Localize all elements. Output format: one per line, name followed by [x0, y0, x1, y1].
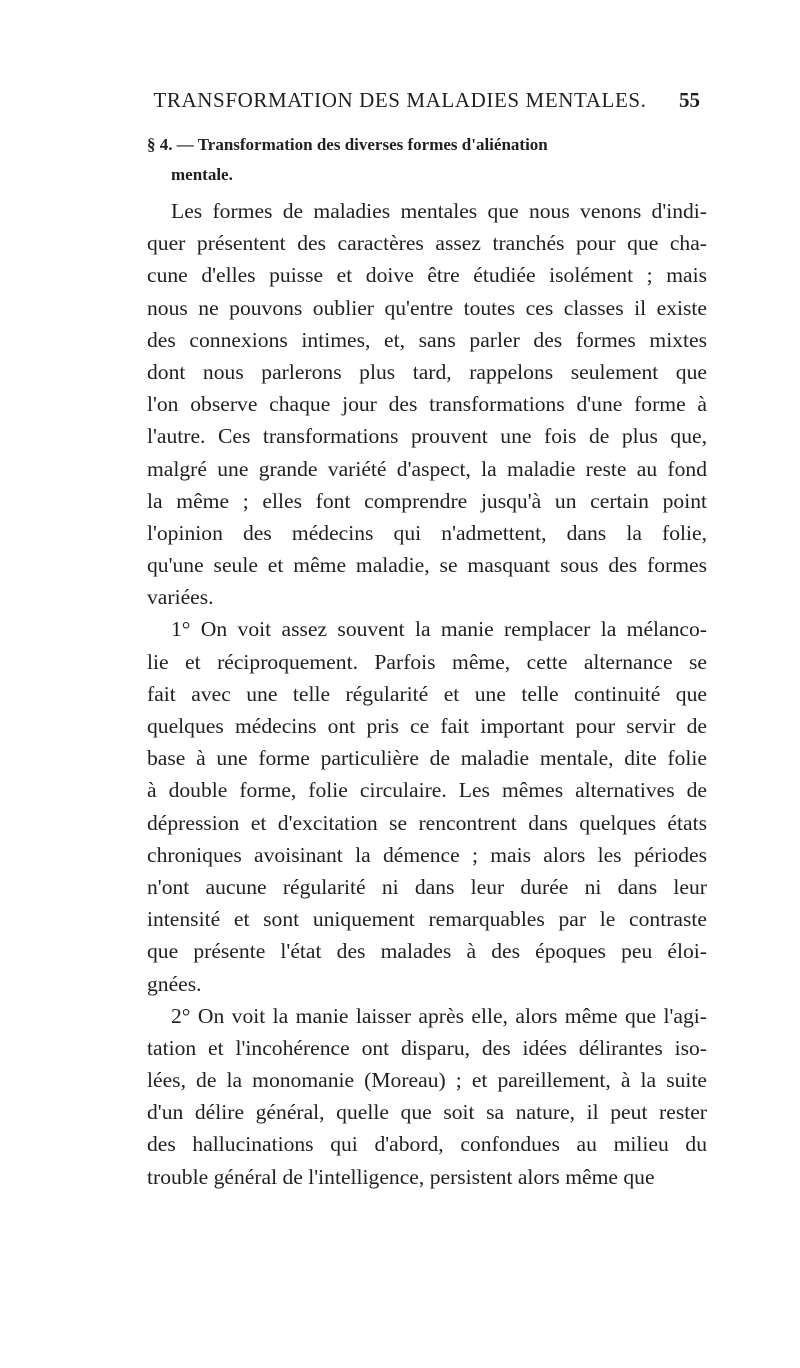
paragraph-line: chroniques avoisinant la démence ; mais alors les périodes — [147, 842, 707, 867]
section-heading-line: mentale. — [171, 165, 233, 184]
paragraph-line: n'ont aucune régularité ni dans leur durée ni dans leur — [147, 874, 707, 899]
paragraph-first-line: 2° On voit la manie laisser après elle, alors même que l'agi- — [171, 1003, 707, 1028]
paragraph-line: lées, de la monomanie (Moreau) ; et pareillement, à la suite — [147, 1068, 707, 1093]
paragraph-line: malgré une grande variété d'aspect, la maladie reste au fond — [147, 456, 707, 481]
paragraph-line: l'autre. Ces transformations prouvent une fois de plus que, — [147, 424, 707, 449]
running-head — [140, 88, 700, 118]
section-heading-line: § 4. — Transformation des diverses formes d'aliénation — [147, 135, 548, 154]
paragraph-line: quelques médecins ont pris ce fait important pour servir de — [147, 714, 707, 738]
paragraph-line: quer présentent des caractères assez tranchés pour que cha- — [147, 231, 707, 256]
paragraph-line: des hallucinations qui d'abord, confondues au milieu du — [147, 1132, 707, 1157]
paragraph-line: cune d'elles puisse et doive être étudiée isolément ; mais — [147, 263, 707, 288]
paragraph-line: variées. — [147, 585, 214, 610]
paragraph-line: dépression et d'excitation se rencontrent dans quelques états — [147, 810, 707, 835]
paragraph-line: à double forme, folie circulaire. Les mêmes alternatives de — [147, 778, 707, 803]
paragraph-line: l'on observe chaque jour des transformations d'une forme à — [147, 392, 707, 417]
paragraph-line: intensité et sont uniquement remarquables par le contraste — [147, 907, 707, 932]
paragraph-line: fait avec une telle régularité et une telle continuité que — [147, 681, 707, 706]
paragraph-line: d'un délire général, quelle que soit sa nature, il peut rester — [147, 1100, 707, 1125]
section-heading — [147, 130, 707, 190]
paragraph-line: la même ; elles font comprendre jusqu'à un certain point — [147, 488, 707, 513]
paragraph-line: que présente l'état des malades à des époques peu éloi- — [147, 939, 707, 964]
paragraph-line: trouble général de l'intelligence, persistent alors même que — [147, 1164, 655, 1189]
paragraph-line: nous ne pouvons oublier qu'entre toutes ces classes il existe — [147, 295, 707, 320]
paragraph-line: des connexions intimes, et, sans parler des formes mixtes — [147, 327, 707, 352]
paragraph-line: qu'une seule et même maladie, se masquant sous des formes — [147, 553, 707, 578]
paragraph-line: gnées. — [147, 971, 202, 996]
paragraph-line: base à une forme particulière de maladie mentale, dite folie — [147, 746, 707, 771]
body-text — [147, 195, 707, 1193]
paragraph-line: l'opinion des médecins qui n'admettent, dans la folie, — [147, 520, 707, 545]
paragraph-line: tation et l'incohérence ont disparu, des idées délirantes iso- — [147, 1035, 707, 1060]
running-title: TRANSFORMATION DES MALADIES MENTALES. — [153, 88, 647, 112]
paragraph-line: lie et réciproquement. Parfois même, cette alternance se — [147, 649, 707, 674]
page-number: 55 — [679, 88, 700, 112]
paragraph-first-line: Les formes de maladies mentales que nous venons d'indi- — [171, 199, 707, 223]
paragraph-line: dont nous parlerons plus tard, rappelons seulement que — [147, 359, 707, 384]
paragraph-first-line: 1° On voit assez souvent la manie remplacer la mélanco- — [171, 617, 707, 642]
